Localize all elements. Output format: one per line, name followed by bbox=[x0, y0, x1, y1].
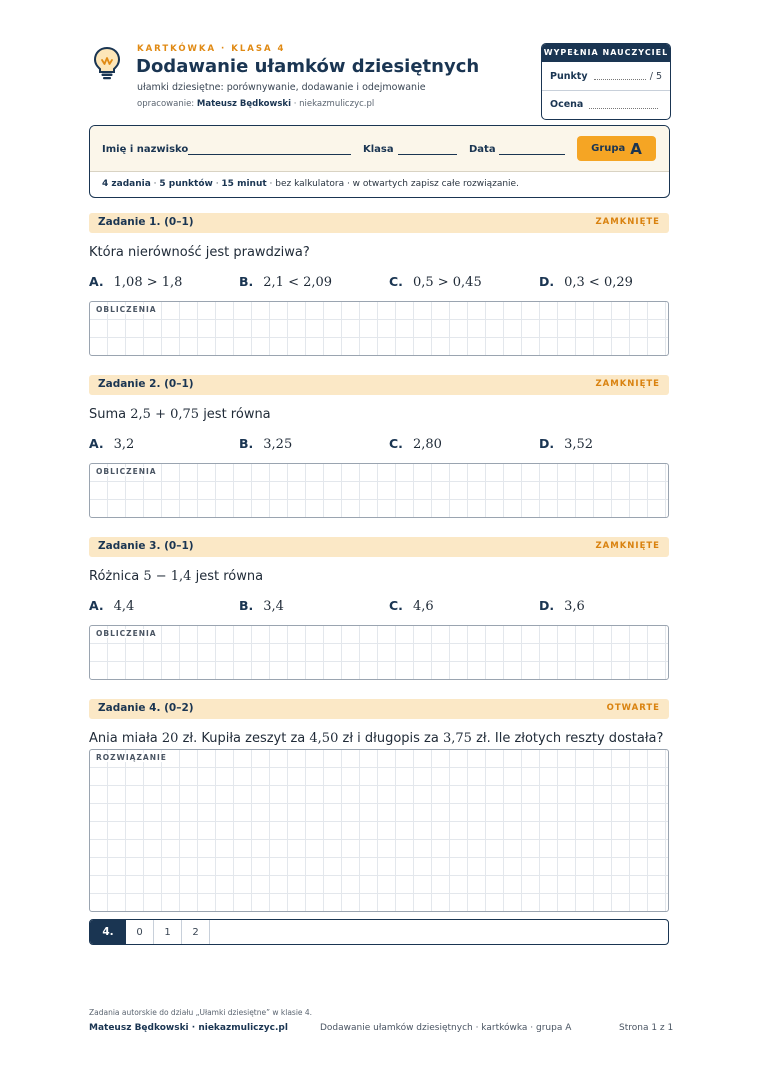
task-3-answer-a[interactable]: A. 4,4 bbox=[89, 598, 135, 614]
task-2-answer-a[interactable]: A. 3,2 bbox=[89, 436, 135, 452]
student-fields bbox=[90, 126, 669, 172]
author-prefix: opracowanie: bbox=[137, 99, 195, 109]
task-1-answer-c[interactable]: C. 0,5 > 0,45 bbox=[389, 274, 482, 290]
task-1-answer-d[interactable]: D. 0,3 < 0,29 bbox=[539, 274, 633, 290]
score-option-1[interactable]: 1 bbox=[154, 920, 182, 944]
student-info-box bbox=[89, 125, 670, 198]
group-label: Grupa bbox=[591, 143, 626, 154]
task-4-header bbox=[89, 699, 669, 719]
worksheet-kicker: KARTKÓWKA · KLASA 4 bbox=[137, 44, 286, 54]
task-3-header bbox=[89, 537, 669, 557]
task-1-work-label: OBLICZENIA bbox=[96, 305, 160, 314]
task-1-header bbox=[89, 213, 669, 233]
task-3-answer-b[interactable]: B. 3,4 bbox=[239, 598, 284, 614]
task-2-work-area[interactable] bbox=[89, 463, 669, 518]
task-2-header bbox=[89, 375, 669, 395]
task-4-name: Zadanie 4. (0–2) bbox=[98, 702, 194, 714]
score-row bbox=[89, 919, 669, 945]
task-3-answer-d[interactable]: D. 3,6 bbox=[539, 598, 585, 614]
name-field[interactable] bbox=[188, 154, 351, 155]
points-max: / 5 bbox=[649, 70, 662, 82]
task-3-work-area[interactable] bbox=[89, 625, 669, 680]
author-line bbox=[137, 99, 374, 109]
task-3-work-label: OBLICZENIA bbox=[96, 629, 160, 638]
summary-count: 4 zadania bbox=[102, 179, 151, 189]
test-summary: 4 zadania · 5 punktów · 15 minut · bez kalkulatora · w otwartych zapisz całe rozwiązanie. bbox=[102, 179, 519, 189]
date-field[interactable] bbox=[499, 154, 565, 155]
grade-field[interactable] bbox=[589, 101, 658, 109]
page-title: Dodawanie ułamków dziesiętnych bbox=[136, 56, 480, 77]
task-3-question: Różnica 5 − 1,4 jest równa bbox=[89, 569, 264, 584]
task-3-type: ZAMKNIĘTE bbox=[595, 541, 660, 551]
task-4-work-area[interactable] bbox=[89, 749, 669, 912]
task-2-question: Suma 2,5 + 0,75 jest równa bbox=[89, 407, 271, 422]
grade-row bbox=[542, 90, 670, 118]
class-field[interactable] bbox=[398, 154, 457, 155]
footer-page-number: Strona 1 z 1 bbox=[619, 1023, 674, 1033]
score-option-2[interactable]: 2 bbox=[182, 920, 210, 944]
task-1-name: Zadanie 1. (0–1) bbox=[98, 216, 194, 228]
teacher-box-heading: WYPEŁNIA NAUCZYCIEL bbox=[542, 44, 670, 62]
task-1-work-area[interactable] bbox=[89, 301, 669, 356]
task-2-type: ZAMKNIĘTE bbox=[595, 379, 660, 389]
task-2-name: Zadanie 2. (0–1) bbox=[98, 378, 194, 390]
footer-author: Mateusz Będkowski · niekazmuliczyc.pl bbox=[89, 1023, 288, 1033]
points-row bbox=[542, 62, 670, 90]
score-task-number: 4. bbox=[90, 920, 126, 944]
summary-time: 15 minut bbox=[221, 179, 267, 189]
author-name: Mateusz Będkowski bbox=[196, 99, 292, 109]
author-site: · niekazmuliczyc.pl bbox=[293, 99, 375, 109]
task-1-question: Która nierówność jest prawdziwa? bbox=[89, 245, 310, 260]
task-2-answer-c[interactable]: C. 2,80 bbox=[389, 436, 442, 452]
points-field[interactable] bbox=[594, 72, 646, 80]
group-badge bbox=[577, 136, 656, 161]
task-1-answer-a[interactable]: A. 1,08 > 1,8 bbox=[89, 274, 183, 290]
group-letter: A bbox=[630, 139, 642, 158]
name-label: Imię i nazwisko bbox=[102, 144, 189, 155]
task-1-answer-b[interactable]: B. 2,1 < 2,09 bbox=[239, 274, 333, 290]
score-option-0[interactable]: 0 bbox=[126, 920, 154, 944]
task-2-work-label: OBLICZENIA bbox=[96, 467, 160, 476]
task-2-answer-b[interactable]: B. 3,25 bbox=[239, 436, 293, 452]
points-label: Punkty bbox=[550, 70, 588, 82]
lightbulb-icon bbox=[92, 46, 122, 80]
grade-label: Ocena bbox=[550, 99, 584, 110]
summary-points: 5 punktów bbox=[159, 179, 213, 189]
task-4-question: Ania miała 20 zł. Kupiła zeszyt za 4,50 zł i długopis za 3,75 zł. Ile złotych reszty dostała? bbox=[89, 731, 664, 746]
task-4-type: OTWARTE bbox=[606, 703, 660, 713]
task-4-work-label: ROZWIĄZANIE bbox=[96, 753, 170, 762]
task-1-type: ZAMKNIĘTE bbox=[595, 217, 660, 227]
summary-rest: · bez kalkulatora · w otwartych zapisz całe rozwiązanie. bbox=[269, 179, 519, 189]
teacher-box bbox=[541, 43, 671, 120]
page-subtitle: ułamki dziesiętne: porównywanie, dodawanie i odejmowanie bbox=[137, 82, 426, 93]
task-3-answer-c[interactable]: C. 4,6 bbox=[389, 598, 434, 614]
footer-title: Dodawanie ułamków dziesiętnych · kartkówka · grupa A bbox=[320, 1023, 572, 1033]
class-label: Klasa bbox=[363, 144, 394, 155]
task-3-name: Zadanie 3. (0–1) bbox=[98, 540, 194, 552]
footer-note: Zadania autorskie do działu „Ułamki dziesiętne” w klasie 4. bbox=[89, 1008, 313, 1017]
date-label: Data bbox=[469, 144, 496, 155]
task-2-answer-d[interactable]: D. 3,52 bbox=[539, 436, 594, 452]
